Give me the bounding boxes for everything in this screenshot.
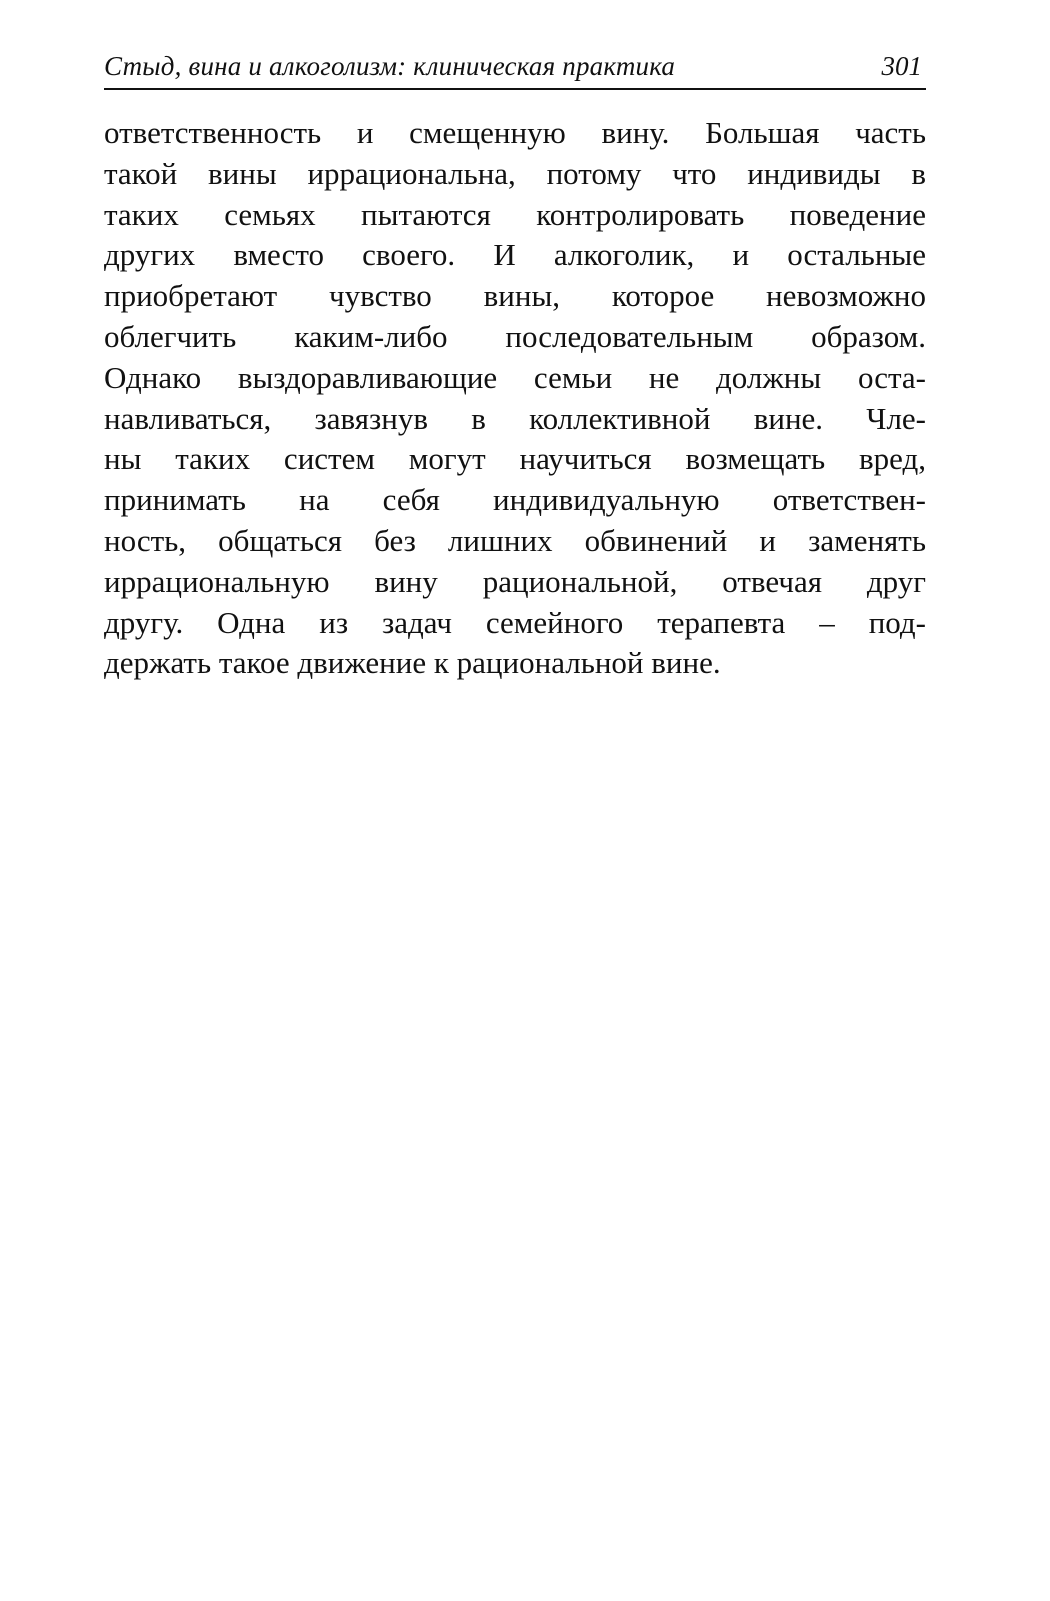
text-line: приобретают чувство вины, которое невозможно [104, 278, 926, 314]
text-line: другу. Одна из задач семейного терапевта – под- [104, 604, 926, 640]
text-line: такой вины иррациональна, потому что индивиды в [104, 155, 926, 191]
running-header [104, 44, 926, 90]
body-paragraph [104, 113, 926, 684]
text-line: ность, общаться без лишних обвинений и заменять [104, 522, 926, 558]
text-line: Однако выздоравливающие семьи не должны оста- [104, 359, 926, 395]
text-line: других вместо своего. И алкоголик, и остальные [104, 237, 926, 273]
text-line: таких семьях пытаются контролировать поведение [104, 196, 926, 232]
text-line: облегчить каким-либо последовательным образом. [104, 318, 926, 354]
running-title: Стыд, вина и алкоголизм: клиническая практика [104, 51, 676, 81]
text-line: держать такое движение к рациональной вине. [104, 645, 721, 681]
text-line: ответственность и смещенную вину. Большая часть [104, 115, 926, 150]
page-number: 301 [881, 51, 922, 81]
text-line: навливаться, завязнув в коллективной вине. Чле- [104, 400, 926, 436]
text-line: иррациональную вину рациональной, отвечая друг [104, 563, 926, 599]
text-line: ны таких систем могут научиться возмещать вред, [104, 441, 926, 477]
text-line: принимать на себя индивидуальную ответствен- [104, 482, 926, 518]
